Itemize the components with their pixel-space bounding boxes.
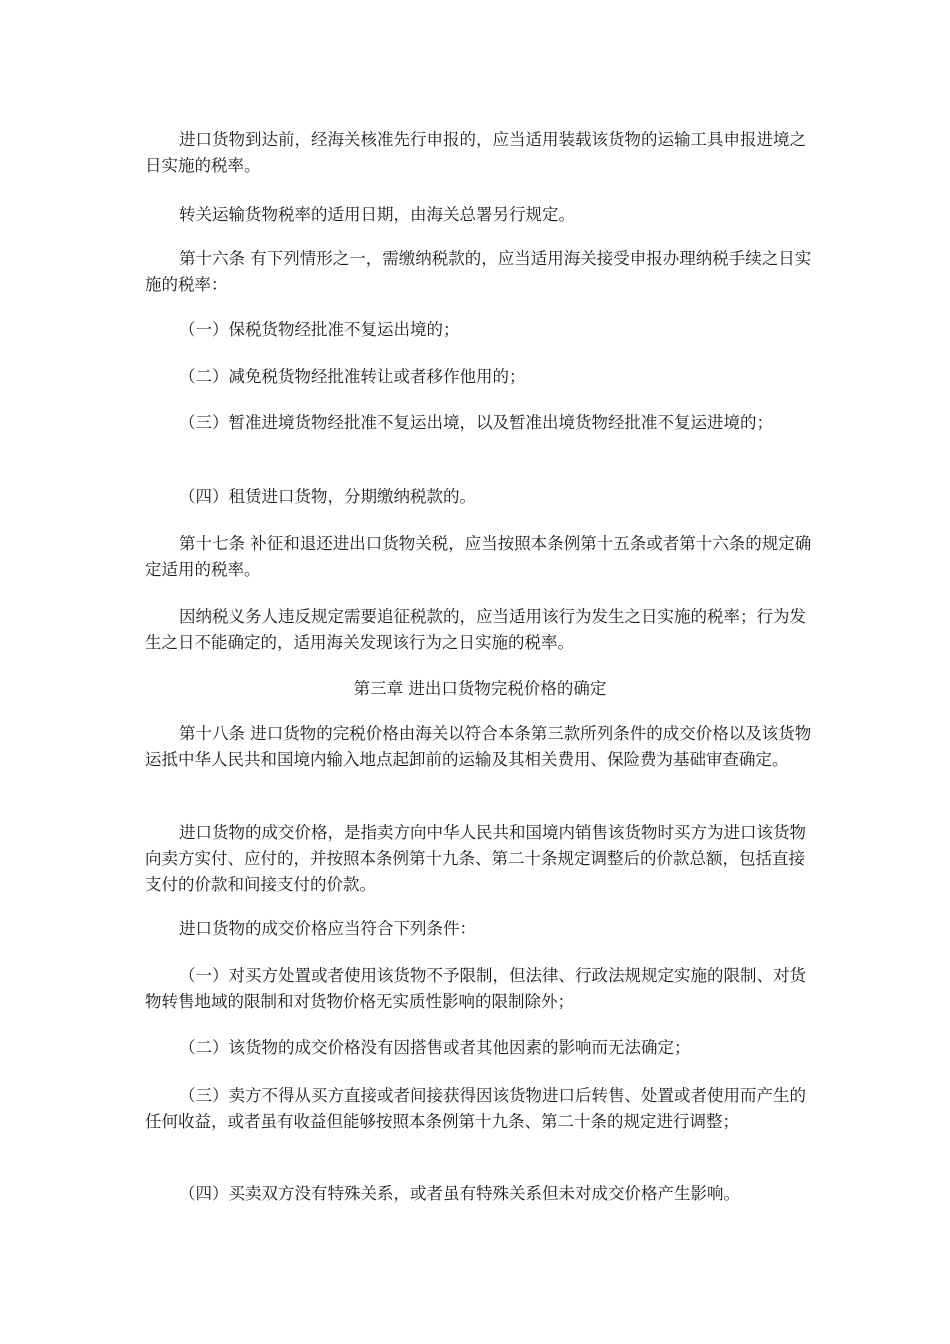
chapter-heading: 第三章 进出口货物完税价格的确定	[353, 679, 607, 698]
paragraph-item-4: （四）租赁进口货物，分期缴纳税款的。	[179, 487, 476, 506]
paragraph-2: 转关运输货物税率的适用日期，由海关总署另行规定。	[179, 205, 575, 224]
paragraph-article-17: 第十七条 补征和退还进出口货物关税，应当按照本条例第十五条或者第十六条的规定确定适用的税率。	[145, 534, 812, 579]
paragraph-article-16: 第十六条 有下列情形之一，需缴纳税款的，应当适用海关接受申报办理纳税手续之日实施的税率：	[145, 249, 812, 294]
paragraph-condition-4: （四）买卖双方没有特殊关系，或者虽有特殊关系但未对成交价格产生影响。	[179, 1184, 740, 1203]
paragraph-1: 进口货物到达前，经海关核准先行申报的，应当适用装载该货物的运输工具申报进境之日实施的税率。	[145, 130, 806, 175]
paragraph-condition-3: （三）卖方不得从买方直接或者间接获得因该货物进口后转售、处置或者使用而产生的任何收益，或者虽有收益但能够按照本条例第十九条、第二十条的规定进行调整；	[145, 1086, 806, 1131]
paragraph-transaction-price: 进口货物的成交价格，是指卖方向中华人民共和国境内销售该货物时买方为进口该货物向卖方实付、应付的，并按照本条例第十九条、第二十条规定调整后的价款总额，包括直接支付的价款和间接支付的价款。	[145, 823, 806, 894]
paragraph-recovery: 因纳税义务人违反规定需要追征税款的，应当适用该行为发生之日实施的税率；行为发生之日不能确定的，适用海关发现该行为之日实施的税率。	[145, 607, 806, 652]
paragraph-article-18: 第十八条 进口货物的完税价格由海关以符合本条第三款所列条件的成交价格以及该货物运抵中华人民共和国境内输入地点起卸前的运输及其相关费用、保险费为基础审查确定。	[145, 724, 812, 769]
paragraph-item-2: （二）减免税货物经批准转让或者移作他用的；	[179, 367, 526, 386]
paragraph-item-3: （三）暂准进境货物经批准不复运出境，以及暂准出境货物经批准不复运进境的；	[179, 413, 773, 432]
paragraph-conditions: 进口货物的成交价格应当符合下列条件：	[179, 919, 476, 938]
paragraph-condition-1: （一）对买方处置或者使用该货物不予限制，但法律、行政法规规定实施的限制、对货物转售地域的限制和对货物价格无实质性影响的限制除外；	[145, 966, 806, 1011]
paragraph-item-1: （一）保税货物经批准不复运出境的；	[179, 320, 460, 339]
paragraph-condition-2: （二）该货物的成交价格没有因搭售或者其他因素的影响而无法确定；	[179, 1038, 691, 1057]
